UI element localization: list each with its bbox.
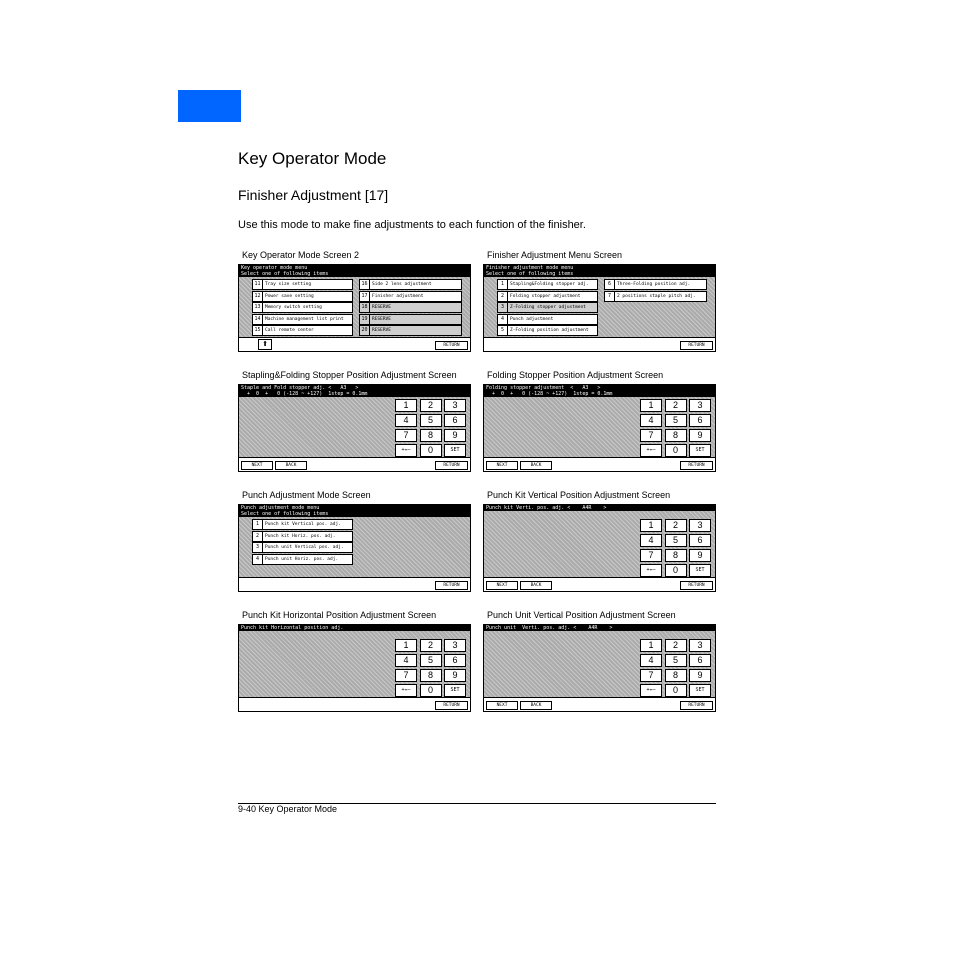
menu-item-button[interactable]	[252, 531, 353, 542]
keypad-key[interactable]: 4	[395, 654, 417, 667]
menu-item-number: 5	[498, 326, 508, 335]
keypad-key[interactable]: 8	[420, 669, 442, 682]
screen-panel	[238, 264, 471, 352]
keypad-key[interactable]: 2	[665, 639, 687, 652]
numeric-keypad	[640, 399, 711, 459]
menu-item-label: RESERVE	[372, 305, 391, 311]
menu-item-label: Stapling&Folding stopper adj.	[510, 282, 589, 287]
keypad-key[interactable]: +↔−	[640, 444, 662, 457]
menu-item-button[interactable]	[252, 554, 353, 565]
screen-panel	[238, 624, 471, 712]
keypad-key[interactable]: 9	[689, 549, 711, 562]
menu-item-label: Power save setting	[265, 293, 314, 299]
menu-item-button[interactable]	[497, 302, 598, 313]
keypad-key[interactable]: 8	[420, 429, 442, 442]
menu-item-number: 20	[360, 326, 370, 335]
menu-item-number: 7	[605, 292, 615, 301]
return-button[interactable]: RETURN	[435, 341, 468, 350]
menu-item-number: 18	[360, 303, 370, 312]
menu-item-label: Three-Folding position adj.	[617, 282, 691, 287]
menu-item-button[interactable]	[252, 519, 353, 530]
chapter-tab	[178, 90, 241, 122]
menu-item-number: 12	[253, 292, 263, 301]
screen-panel	[483, 384, 716, 472]
intro-text: Use this mode to make fine adjustments to each function of the finisher.	[238, 219, 586, 231]
keypad-key[interactable]: 3	[689, 399, 711, 412]
menu-item-button[interactable]	[252, 325, 353, 336]
keypad-key[interactable]: 0	[420, 444, 442, 457]
return-button[interactable]: RETURN	[435, 701, 468, 710]
menu-item-number: 2	[498, 292, 508, 301]
back-button[interactable]: BACK	[275, 461, 307, 470]
keypad-key[interactable]: 3	[689, 519, 711, 532]
keypad-key[interactable]: +↔−	[640, 564, 662, 577]
keypad-key[interactable]: 1	[395, 639, 417, 652]
keypad-key[interactable]: 2	[420, 639, 442, 652]
keypad-key[interactable]: 8	[665, 549, 687, 562]
keypad-key[interactable]: SET	[689, 444, 711, 457]
keypad-key[interactable]: 4	[395, 414, 417, 427]
keypad-key[interactable]: 8	[665, 669, 687, 682]
screen-caption: Punch Adjustment Mode Screen	[242, 490, 371, 500]
screen-caption: Folding Stopper Position Adjustment Screen	[487, 370, 664, 380]
keypad-key[interactable]: 2	[665, 399, 687, 412]
screen-header: Punch kit Verti. pos. adj. < A4R >	[484, 505, 715, 511]
menu-item-number: 15	[253, 326, 263, 335]
screen-panel	[238, 384, 471, 472]
keypad-key[interactable]: 2	[665, 519, 687, 532]
menu-item-label: Punch unit Vertical pos. adj.	[265, 545, 344, 551]
keypad-key[interactable]: 6	[689, 534, 711, 547]
keypad-key[interactable]: 7	[395, 669, 417, 682]
menu-item-number: 14	[253, 315, 263, 324]
menu-item-label: Punch kit Vertical pos. adj.	[265, 522, 341, 527]
page-footer: 9-40 Key Operator Mode	[238, 804, 338, 814]
keypad-key[interactable]: 7	[640, 549, 662, 562]
return-button[interactable]: RETURN	[680, 701, 713, 710]
menu-item-label: Punch kit Horiz. pos. adj.	[265, 533, 336, 539]
keypad-key[interactable]: 0	[665, 564, 687, 577]
keypad-key[interactable]: SET	[444, 444, 466, 457]
menu-item-button[interactable]	[252, 291, 353, 302]
keypad-key[interactable]: 7	[640, 429, 662, 442]
keypad-key[interactable]: 2	[420, 399, 442, 412]
keypad-key[interactable]: 1	[640, 399, 662, 412]
next-button[interactable]: NEXT	[486, 581, 518, 590]
menu-item-number: 19	[360, 315, 370, 324]
menu-item-number: 1	[253, 520, 263, 529]
keypad-key[interactable]: 6	[689, 654, 711, 667]
menu-item-button[interactable]	[604, 291, 707, 302]
menu-item-button[interactable]	[359, 325, 462, 336]
menu-item-number: 6	[605, 280, 615, 289]
menu-item-label: Finisher adjustment	[372, 293, 424, 299]
screen-header: Punch adjustment mode menu Select one of following items	[239, 505, 470, 517]
menu-item-label: 2 positions staple pitch adj.	[617, 293, 696, 299]
screen-panel	[238, 504, 471, 592]
keypad-key[interactable]: 0	[420, 684, 442, 697]
screen-caption: Finisher Adjustment Menu Screen	[487, 250, 623, 260]
keypad-key[interactable]: 0	[665, 684, 687, 697]
keypad-key[interactable]: 5	[665, 414, 687, 427]
menu-item-number: 4	[498, 315, 508, 324]
keypad-key[interactable]: SET	[689, 564, 711, 577]
keypad-key[interactable]: 6	[689, 414, 711, 427]
menu-item-label: Side 2 lens adjustment	[372, 282, 432, 287]
screen-panel	[483, 624, 716, 712]
menu-item-label: Machine management list print	[265, 316, 344, 322]
numeric-keypad	[395, 639, 466, 699]
keypad-key[interactable]: 5	[665, 654, 687, 667]
numeric-keypad	[640, 639, 711, 699]
menu-item-label: Punch unit Horiz. pos. adj.	[265, 556, 339, 562]
next-button[interactable]: NEXT	[486, 701, 518, 710]
screen-caption: Punch Kit Vertical Position Adjustment Screen	[487, 490, 671, 500]
screen-caption: Key Operator Mode Screen 2	[242, 250, 360, 260]
menu-item-number: 1	[498, 280, 508, 289]
keypad-key[interactable]: 9	[689, 429, 711, 442]
menu-item-button[interactable]	[359, 314, 462, 325]
keypad-key[interactable]: +↔−	[395, 684, 417, 697]
keypad-key[interactable]: +↔−	[395, 444, 417, 457]
menu-item-button[interactable]	[497, 314, 598, 325]
keypad-key[interactable]: 9	[444, 669, 466, 682]
return-button[interactable]: RETURN	[435, 461, 468, 470]
screen-caption: Stapling&Folding Stopper Position Adjustment Screen	[242, 370, 457, 380]
menu-item-number: 2	[253, 532, 263, 541]
menu-item-label: Z-Folding stopper adjustment	[510, 305, 586, 311]
keypad-key[interactable]: 1	[640, 519, 662, 532]
menu-item-number: 3	[498, 303, 508, 312]
menu-item-label: Memory switch setting	[265, 305, 322, 311]
menu-item-number: 11	[253, 280, 263, 289]
menu-item-label: Z-Folding position adjustment	[510, 328, 589, 334]
screen-header: Finisher adjustment mode menu Select one of following items	[484, 265, 715, 277]
menu-item-number: 17	[360, 292, 370, 301]
menu-item-number: 4	[253, 555, 263, 564]
return-button[interactable]: RETURN	[680, 581, 713, 590]
menu-item-button[interactable]	[604, 279, 707, 290]
keypad-key[interactable]: 3	[689, 639, 711, 652]
keypad-key[interactable]: SET	[689, 684, 711, 697]
keypad-key[interactable]: 5	[665, 534, 687, 547]
keypad-key[interactable]: +↔−	[640, 684, 662, 697]
screen-header: Key operator mode menu Select one of following items	[239, 265, 470, 277]
keypad-key[interactable]: 5	[420, 414, 442, 427]
keypad-key[interactable]: 4	[640, 654, 662, 667]
keypad-key[interactable]: SET	[444, 684, 466, 697]
menu-item-label: RESERVE	[372, 328, 391, 334]
menu-item-label: Folding stopper adjustment	[510, 293, 581, 299]
numeric-keypad	[640, 519, 711, 579]
menu-item-button[interactable]	[252, 302, 353, 313]
menu-item-button[interactable]	[497, 279, 598, 290]
menu-item-button[interactable]	[359, 291, 462, 302]
menu-item-label: Tray size setting	[265, 282, 312, 287]
keypad-key[interactable]: 7	[395, 429, 417, 442]
keypad-key[interactable]: 0	[665, 444, 687, 457]
menu-item-button[interactable]	[359, 302, 462, 313]
back-button[interactable]: BACK	[520, 701, 552, 710]
menu-item-button[interactable]	[252, 542, 353, 553]
menu-item-button[interactable]	[497, 325, 598, 336]
menu-item-button[interactable]	[252, 279, 353, 290]
menu-item-button[interactable]	[497, 291, 598, 302]
return-button[interactable]: RETURN	[680, 341, 713, 350]
keypad-key[interactable]: 9	[689, 669, 711, 682]
screen-header: Staple and Fold stopper adj. < A3 > + 0 + 0 (-128 ~ +127) 1step = 0.1mm	[239, 385, 470, 397]
screen-header: Punch unit Verti. pos. adj. < A4R >	[484, 625, 715, 631]
next-button[interactable]: NEXT	[241, 461, 273, 470]
menu-item-number: 3	[253, 543, 263, 552]
keypad-key[interactable]: 1	[640, 639, 662, 652]
keypad-key[interactable]: 6	[444, 414, 466, 427]
menu-item-number: 13	[253, 303, 263, 312]
menu-item-button[interactable]	[359, 279, 462, 290]
screen-panel	[483, 504, 716, 592]
return-button[interactable]: RETURN	[435, 581, 468, 590]
menu-item-label: Punch adjustment	[510, 316, 554, 322]
screen-panel	[483, 264, 716, 352]
screen-header: Folding stopper adjustment < A3 > + 0 + 0 (-128 ~ +127) 1step = 0.1mm	[484, 385, 715, 397]
keypad-key[interactable]: 5	[420, 654, 442, 667]
back-button[interactable]: BACK	[520, 581, 552, 590]
keypad-key[interactable]: 8	[665, 429, 687, 442]
home-button[interactable]: ⬆	[258, 339, 272, 350]
keypad-key[interactable]: 9	[444, 429, 466, 442]
menu-item-label: RESERVE	[372, 316, 391, 322]
keypad-key[interactable]: 7	[640, 669, 662, 682]
back-button[interactable]: BACK	[520, 461, 552, 470]
keypad-key[interactable]: 6	[444, 654, 466, 667]
return-button[interactable]: RETURN	[680, 461, 713, 470]
keypad-key[interactable]: 3	[444, 639, 466, 652]
menu-item-button[interactable]	[252, 314, 353, 325]
keypad-key[interactable]: 4	[640, 534, 662, 547]
page-title: Key Operator Mode	[238, 149, 387, 168]
section-title: Finisher Adjustment [17]	[238, 187, 389, 203]
menu-item-number: 16	[360, 280, 370, 289]
screen-header: Punch kit Horizontal position adj.	[239, 625, 470, 631]
keypad-key[interactable]: 3	[444, 399, 466, 412]
next-button[interactable]: NEXT	[486, 461, 518, 470]
keypad-key[interactable]: 4	[640, 414, 662, 427]
screen-caption: Punch Unit Vertical Position Adjustment Screen	[487, 610, 676, 620]
menu-item-label: Call remote center	[265, 328, 314, 334]
keypad-key[interactable]: 1	[395, 399, 417, 412]
numeric-keypad	[395, 399, 466, 459]
screen-caption: Punch Kit Horizontal Position Adjustment Screen	[242, 610, 437, 620]
